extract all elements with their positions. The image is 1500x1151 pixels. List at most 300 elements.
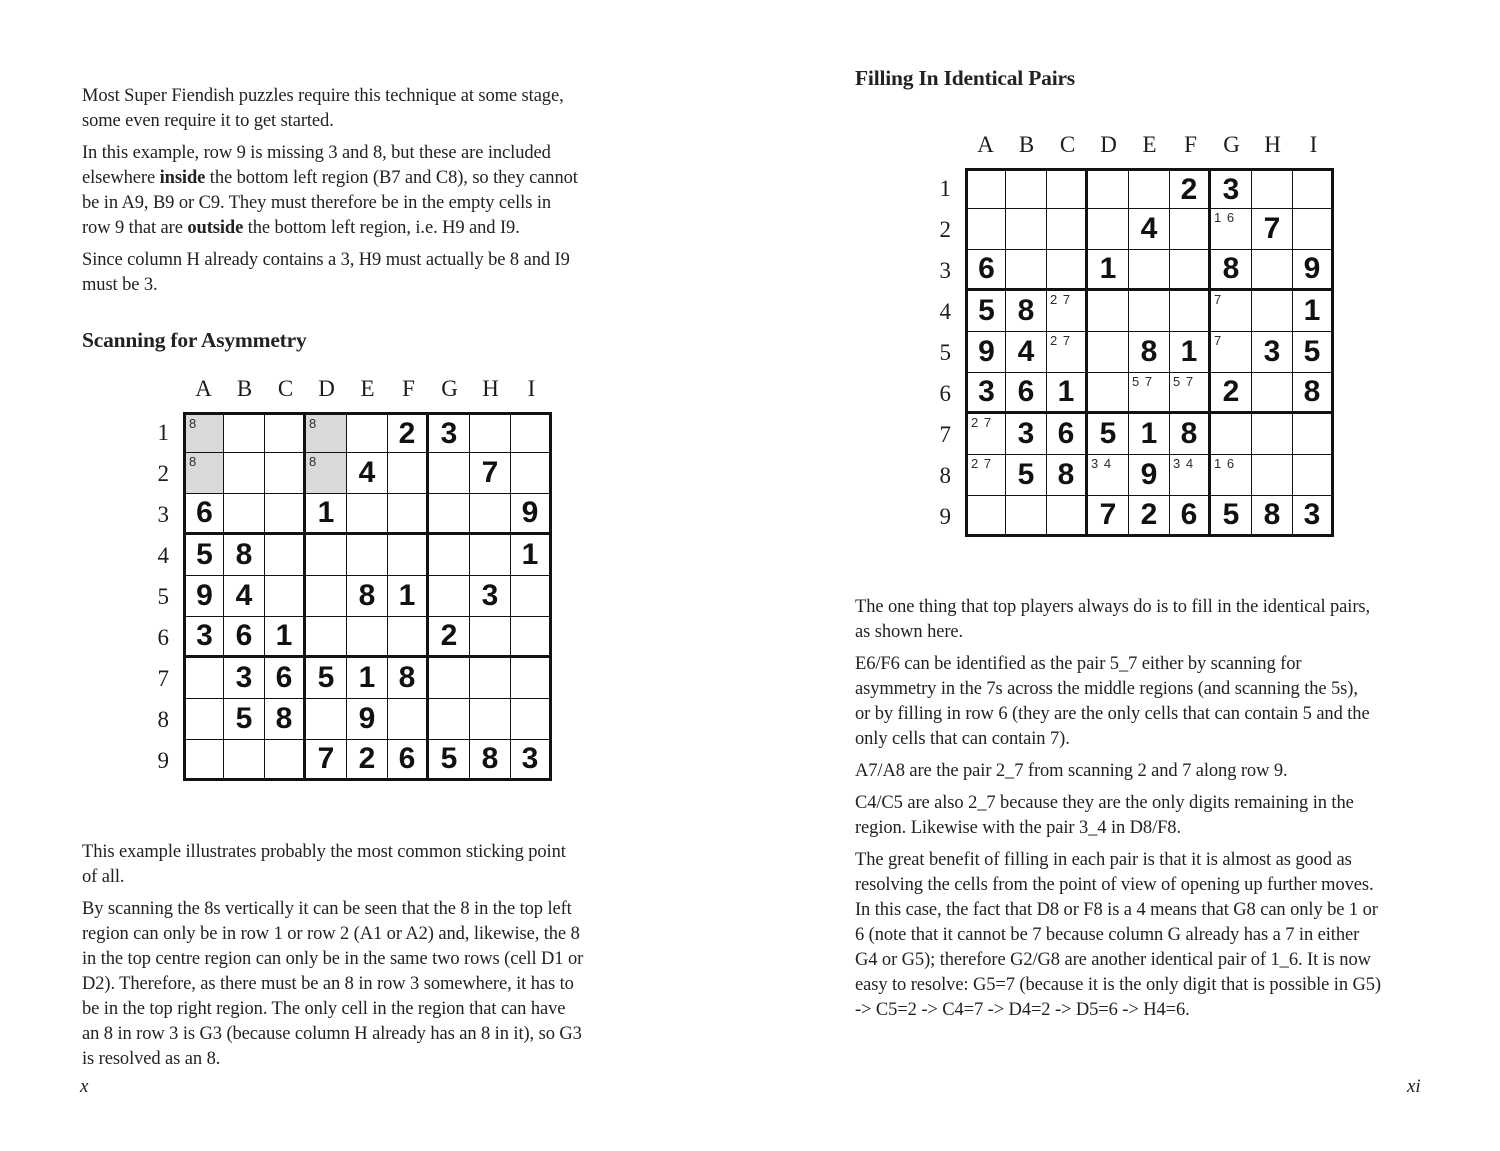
grid-cell-A4 (183, 535, 224, 576)
grid-cell-A6 (965, 373, 1006, 414)
grid-cell-C5 (1047, 332, 1088, 373)
text-run: an 8 in row 3 is G3 (because column H already has an 8 in it), so G3 (82, 1024, 582, 1044)
text-line (855, 652, 1495, 677)
cell-value: 2 (398, 416, 416, 450)
text-line (855, 620, 1495, 645)
cell-value: 8 (358, 579, 376, 612)
cell-value: 5 (1017, 458, 1035, 491)
cell-value: 4 (358, 456, 376, 489)
row-label-5: 5 (939, 339, 951, 365)
column-label-H: H (482, 376, 499, 401)
grid-cell-I8 (511, 699, 552, 740)
pencil-mark: 8 (189, 454, 198, 469)
text-line (82, 947, 722, 972)
cell-value: 9 (196, 579, 213, 612)
pencil-mark: 8 (309, 416, 318, 431)
grid-cell-C4 (1047, 291, 1088, 332)
grid-cell-B6 (224, 617, 265, 658)
cell-value: 1 (317, 496, 335, 529)
grid-cell-E7 (1129, 414, 1170, 455)
text-run: 6 (note that it cannot be 7 because column G already has a 7 in either (855, 925, 1360, 945)
grid-cell-E3 (347, 494, 388, 535)
cell-value: 6 (1180, 498, 1198, 531)
text-run: In this case, the fact that D8 or F8 is a 4 means that G8 can only be 1 or (855, 900, 1378, 920)
grid-cell-I6 (1293, 373, 1334, 414)
grid-cell-G3 (1211, 250, 1252, 291)
cell-value: 9 (1303, 252, 1321, 285)
cell-value: 6 (978, 252, 995, 285)
cell-value: 9 (358, 702, 376, 735)
text-run: G4 or G5); therefore G2/G8 are another identical pair of 1_6. It is now (855, 950, 1371, 970)
row-label-9: 9 (939, 503, 951, 529)
grid-cell-G4 (1211, 291, 1252, 332)
grid-cell-D5 (1088, 332, 1129, 373)
grid-cell-E9 (347, 740, 388, 781)
paragraph (82, 84, 722, 134)
grid-cell-C1 (265, 412, 306, 453)
grid-cell-D4 (306, 535, 347, 576)
grid-cell-H3 (1252, 250, 1293, 291)
text-line (855, 998, 1495, 1023)
grid-cell-H6 (470, 617, 511, 658)
grid-cell-B7 (224, 658, 265, 699)
grid-cell-E6 (1129, 373, 1170, 414)
text-line (82, 840, 722, 865)
row-label-2: 2 (939, 216, 951, 242)
row-label-4: 4 (157, 542, 169, 568)
grid-cell-F3 (388, 494, 429, 535)
grid-cell-E1 (1129, 168, 1170, 209)
pencil-mark: 7 (1214, 292, 1223, 307)
grid-cell-C9 (265, 740, 306, 781)
pencil-mark: 2 7 (1050, 292, 1072, 307)
grid-cell-F8 (388, 699, 429, 740)
text-run: region can only be in row 1 or row 2 (A1 or A2) and, likewise, the 8 (82, 924, 580, 944)
grid-cell-E5 (1129, 332, 1170, 373)
paragraph (855, 848, 1495, 1023)
grid-cell-I7 (511, 658, 552, 699)
grid-cell-B8 (1006, 455, 1047, 496)
column-label-D: D (1100, 132, 1117, 157)
right-page-body-text (855, 595, 1495, 1030)
cell-value: 2 (1222, 375, 1240, 408)
column-label-F: F (1184, 132, 1197, 157)
grid-cell-I1 (511, 412, 552, 453)
grid-cell-A1 (183, 412, 224, 453)
cell-value: 5 (440, 742, 458, 775)
grid-cell-E2 (347, 453, 388, 494)
left-section-heading: Scanning for Asymmetry (82, 328, 307, 352)
cell-value: 6 (275, 661, 293, 694)
row-label-2: 2 (157, 460, 169, 486)
text-line (82, 216, 722, 241)
grid-cell-F4 (388, 535, 429, 576)
grid-cell-G7 (429, 658, 470, 699)
text-line (82, 922, 722, 947)
text-run: Since column H already contains a 3, H9 must actually be 8 and I9 (82, 250, 570, 270)
text-run: C4/C5 are also 2_7 because they are the only digits remaining in the (855, 793, 1354, 813)
cell-value: 8 (1180, 417, 1198, 450)
grid-cell-A5 (183, 576, 224, 617)
cell-value: 3 (978, 375, 995, 408)
grid-cell-G1 (429, 412, 470, 453)
grid-cell-H4 (470, 535, 511, 576)
right-page-number: xi (1407, 1076, 1421, 1097)
column-label-B: B (236, 376, 253, 401)
text-run: must be 3. (82, 275, 158, 295)
grid-cell-D9 (306, 740, 347, 781)
grid-cell-I9 (1293, 496, 1334, 537)
cell-value: 2 (1180, 172, 1198, 206)
cell-value: 3 (1017, 417, 1035, 450)
grid-cell-A8 (965, 455, 1006, 496)
cell-value: 9 (978, 335, 995, 368)
grid-cell-C6 (1047, 373, 1088, 414)
cell-value: 8 (1057, 458, 1075, 491)
grid-cell-F6 (1170, 373, 1211, 414)
cell-value: 8 (1263, 498, 1281, 531)
grid-cell-C1 (1047, 168, 1088, 209)
grid-cell-D6 (306, 617, 347, 658)
text-run: only cells that can contain 7). (855, 729, 1070, 749)
grid-cell-B9 (1006, 496, 1047, 537)
grid-cell-E5 (347, 576, 388, 617)
grid-cell-B1 (224, 412, 265, 453)
grid-cell-H5 (1252, 332, 1293, 373)
text-run: By scanning the 8s vertically it can be seen that the 8 in the top left (82, 899, 572, 919)
text-run: A7/A8 are the pair 2_7 from scanning 2 and 7 along row 9. (855, 761, 1288, 781)
grid-cell-E4 (1129, 291, 1170, 332)
column-label-C: C (1059, 132, 1076, 157)
text-run: the bottom left region (B7 and C8), so they cannot (205, 168, 578, 188)
text-run: asymmetry in the 7s across the middle regions (and scanning the 5s), (855, 679, 1358, 699)
grid-cell-C8 (265, 699, 306, 740)
grid-cell-I8 (1293, 455, 1334, 496)
grid-cell-E8 (1129, 455, 1170, 496)
text-run: or by filling in row 6 (they are the only cells that can contain 5 and the (855, 704, 1370, 724)
column-label-A: A (195, 376, 212, 401)
grid-cell-E9 (1129, 496, 1170, 537)
grid-cell-B2 (224, 453, 265, 494)
grid-cell-F4 (1170, 291, 1211, 332)
grid-cell-E6 (347, 617, 388, 658)
text-run: This example illustrates probably the most common sticking point (82, 842, 566, 862)
grid-cell-I3 (1293, 250, 1334, 291)
cell-value: 6 (235, 619, 253, 652)
grid-cell-H3 (470, 494, 511, 535)
text-line (82, 141, 722, 166)
grid-cell-I4 (511, 535, 552, 576)
grid-cell-A8 (183, 699, 224, 740)
paragraph (855, 759, 1495, 784)
grid-cell-G4 (429, 535, 470, 576)
grid-cell-F5 (1170, 332, 1211, 373)
grid-cell-H6 (1252, 373, 1293, 414)
paragraph (82, 141, 722, 241)
grid-cell-A6 (183, 617, 224, 658)
grid-cell-I2 (511, 453, 552, 494)
cell-value: 9 (521, 496, 539, 529)
bold-text: inside (159, 168, 206, 188)
cell-value: 6 (196, 496, 213, 529)
grid-cell-B8 (224, 699, 265, 740)
text-run: row 9 that are (82, 218, 188, 238)
cell-value: 8 (1222, 252, 1240, 285)
cell-value: 4 (1140, 212, 1158, 245)
grid-cell-A7 (965, 414, 1006, 455)
pencil-mark: 7 (1214, 333, 1223, 348)
grid-cell-F7 (1170, 414, 1211, 455)
text-line (82, 248, 722, 273)
text-line (82, 1047, 722, 1072)
grid-cell-H5 (470, 576, 511, 617)
cell-value: 2 (358, 742, 376, 775)
text-run: the bottom left region, i.e. H9 and I9. (243, 218, 520, 238)
grid-cell-C3 (265, 494, 306, 535)
text-line (82, 1022, 722, 1047)
grid-cell-D2 (306, 453, 347, 494)
grid-cell-I5 (511, 576, 552, 617)
grid-cell-G8 (429, 699, 470, 740)
row-label-7: 7 (939, 421, 951, 447)
text-run: is resolved as an 8. (82, 1049, 221, 1069)
grid-cell-G7 (1211, 414, 1252, 455)
column-label-F: F (402, 376, 415, 401)
grid-cell-G9 (1211, 496, 1252, 537)
paragraph (855, 595, 1495, 645)
grid-cell-C3 (1047, 250, 1088, 291)
grid-cell-C2 (265, 453, 306, 494)
grid-cell-H8 (1252, 455, 1293, 496)
grid-cell-I2 (1293, 209, 1334, 250)
grid-cell-G1 (1211, 168, 1252, 209)
grid-cell-A3 (183, 494, 224, 535)
cell-value: 3 (1263, 335, 1281, 368)
grid-cell-D3 (306, 494, 347, 535)
cell-value: 1 (1180, 335, 1198, 368)
grid-cell-B1 (1006, 168, 1047, 209)
grid-cell-A1 (965, 168, 1006, 209)
text-line (82, 109, 722, 134)
grid-cell-A7 (183, 658, 224, 699)
text-line (855, 677, 1495, 702)
text-line (855, 923, 1495, 948)
grid-cell-I4 (1293, 291, 1334, 332)
grid-cell-G5 (429, 576, 470, 617)
text-line (82, 191, 722, 216)
grid-cell-H2 (470, 453, 511, 494)
text-line (82, 997, 722, 1022)
grid-cell-I9 (511, 740, 552, 781)
grid-cell-B3 (1006, 250, 1047, 291)
grid-cell-B7 (1006, 414, 1047, 455)
text-run: be in A9, B9 or C9. They must therefore be in the empty cells in (82, 193, 552, 213)
row-label-3: 3 (157, 501, 169, 527)
text-line (855, 702, 1495, 727)
right-section-heading: Filling In Identical Pairs (855, 66, 1075, 90)
row-label-9: 9 (157, 747, 169, 773)
grid-cell-D6 (1088, 373, 1129, 414)
text-line (855, 948, 1495, 973)
column-label-G: G (1223, 132, 1240, 157)
text-line (82, 897, 722, 922)
grid-cell-H1 (470, 412, 511, 453)
text-line (855, 791, 1495, 816)
left-page-number: x (80, 1076, 89, 1097)
sudoku-grid-identical-pairs (922, 132, 1334, 537)
grid-cell-H1 (1252, 168, 1293, 209)
cell-value: 6 (1057, 417, 1075, 450)
text-line (82, 865, 722, 890)
cell-value: 4 (235, 579, 253, 612)
grid-cell-G3 (429, 494, 470, 535)
row-label-6: 6 (157, 624, 169, 650)
cell-value: 8 (235, 538, 253, 571)
grid-cell-E8 (347, 699, 388, 740)
grid-cell-I5 (1293, 332, 1334, 373)
cell-value: 7 (481, 456, 499, 489)
cell-value: 5 (235, 702, 253, 735)
bold-text: outside (187, 218, 244, 238)
grid-cell-D7 (1088, 414, 1129, 455)
cell-value: 1 (521, 538, 539, 571)
grid-cell-B4 (1006, 291, 1047, 332)
grid-cell-C4 (265, 535, 306, 576)
text-run: some even require it to get started. (82, 111, 334, 131)
cell-value: 1 (1140, 417, 1158, 450)
text-run: elsewhere (82, 168, 160, 188)
pencil-mark: 5 7 (1173, 374, 1195, 389)
cell-value: 8 (275, 702, 293, 735)
pencil-mark: 3 4 (1091, 456, 1113, 471)
paragraph (82, 897, 722, 1072)
cell-value: 3 (196, 619, 213, 652)
text-run: In this example, row 9 is missing 3 and 8, but these are included (82, 143, 551, 163)
pencil-mark: 8 (309, 454, 318, 469)
pencil-mark: 8 (189, 416, 198, 431)
grid-cell-G8 (1211, 455, 1252, 496)
row-label-7: 7 (157, 665, 169, 691)
text-line (855, 873, 1495, 898)
left-page-bottom-text (82, 840, 722, 1079)
grid-cell-F2 (1170, 209, 1211, 250)
grid-cell-D9 (1088, 496, 1129, 537)
grid-cell-E2 (1129, 209, 1170, 250)
grid-cell-F9 (388, 740, 429, 781)
grid-cell-A5 (965, 332, 1006, 373)
grid-cell-D3 (1088, 250, 1129, 291)
cell-value: 3 (481, 579, 499, 612)
cell-value: 1 (1099, 252, 1117, 285)
column-label-A: A (977, 132, 994, 157)
grid-cell-I3 (511, 494, 552, 535)
cell-value: 4 (1017, 335, 1035, 368)
text-line (855, 973, 1495, 998)
column-label-G: G (441, 376, 458, 401)
pencil-mark: 5 7 (1132, 374, 1154, 389)
cell-value: 3 (440, 416, 458, 450)
cell-value: 3 (1303, 498, 1321, 531)
text-run: easy to resolve: G5=7 (because it is the only digit that is possible in G5) (855, 975, 1381, 995)
cell-value: 2 (440, 619, 458, 652)
pencil-mark: 1 6 (1214, 210, 1236, 225)
row-label-5: 5 (157, 583, 169, 609)
grid-cell-H4 (1252, 291, 1293, 332)
cell-value: 8 (398, 661, 416, 694)
text-line (855, 816, 1495, 841)
grid-cell-H9 (1252, 496, 1293, 537)
cell-value: 1 (1303, 294, 1321, 327)
grid-cell-F3 (1170, 250, 1211, 291)
column-label-E: E (1142, 132, 1157, 157)
text-line (82, 84, 722, 109)
grid-cell-C7 (265, 658, 306, 699)
grid-cell-C6 (265, 617, 306, 658)
grid-cell-D7 (306, 658, 347, 699)
grid-cell-C8 (1047, 455, 1088, 496)
text-line (855, 727, 1495, 752)
grid-cell-C7 (1047, 414, 1088, 455)
pencil-mark: 2 7 (971, 415, 993, 430)
row-label-1: 1 (157, 419, 169, 445)
grid-cell-E4 (347, 535, 388, 576)
row-label-6: 6 (939, 380, 951, 406)
text-run: of all. (82, 867, 125, 887)
grid-cell-F2 (388, 453, 429, 494)
grid-cell-G6 (429, 617, 470, 658)
text-run: region. Likewise with the pair 3_4 in D8/F8. (855, 818, 1181, 838)
cell-value: 8 (1140, 335, 1158, 368)
text-line (82, 166, 722, 191)
grid-cell-F7 (388, 658, 429, 699)
grid-cell-A4 (965, 291, 1006, 332)
grid-cell-F6 (388, 617, 429, 658)
grid-cell-G5 (1211, 332, 1252, 373)
grid-cell-F9 (1170, 496, 1211, 537)
cell-value: 5 (1222, 498, 1240, 531)
grid-cell-F8 (1170, 455, 1211, 496)
text-line (855, 759, 1495, 784)
grid-cell-I7 (1293, 414, 1334, 455)
grid-cell-B2 (1006, 209, 1047, 250)
grid-cell-H9 (470, 740, 511, 781)
cell-value: 1 (358, 661, 376, 694)
grid-cell-E7 (347, 658, 388, 699)
grid-cell-B9 (224, 740, 265, 781)
grid-cell-B6 (1006, 373, 1047, 414)
paragraph (82, 840, 722, 890)
cell-value: 8 (1303, 375, 1321, 408)
cell-value: 5 (317, 661, 335, 694)
grid-cell-D4 (1088, 291, 1129, 332)
cell-value: 1 (398, 579, 416, 612)
column-label-C: C (277, 376, 294, 401)
grid-cell-I6 (511, 617, 552, 658)
paragraph (855, 652, 1495, 752)
text-line (855, 595, 1495, 620)
grid-cell-C9 (1047, 496, 1088, 537)
text-run: -> C5=2 -> C4=7 -> D4=2 -> D5=6 -> H4=6. (855, 1000, 1190, 1020)
text-line (855, 848, 1495, 873)
grid-cell-H7 (1252, 414, 1293, 455)
text-run: in the top centre region can only be in the same two rows (cell D1 or (82, 949, 584, 969)
cell-value: 7 (317, 742, 335, 775)
cell-value: 1 (1057, 375, 1075, 408)
text-run: Most Super Fiendish puzzles require this technique at some stage, (82, 86, 564, 106)
text-run: resolving the cells from the point of view of opening up further moves. (855, 875, 1374, 895)
grid-cell-A9 (965, 496, 1006, 537)
grid-cell-G2 (1211, 209, 1252, 250)
